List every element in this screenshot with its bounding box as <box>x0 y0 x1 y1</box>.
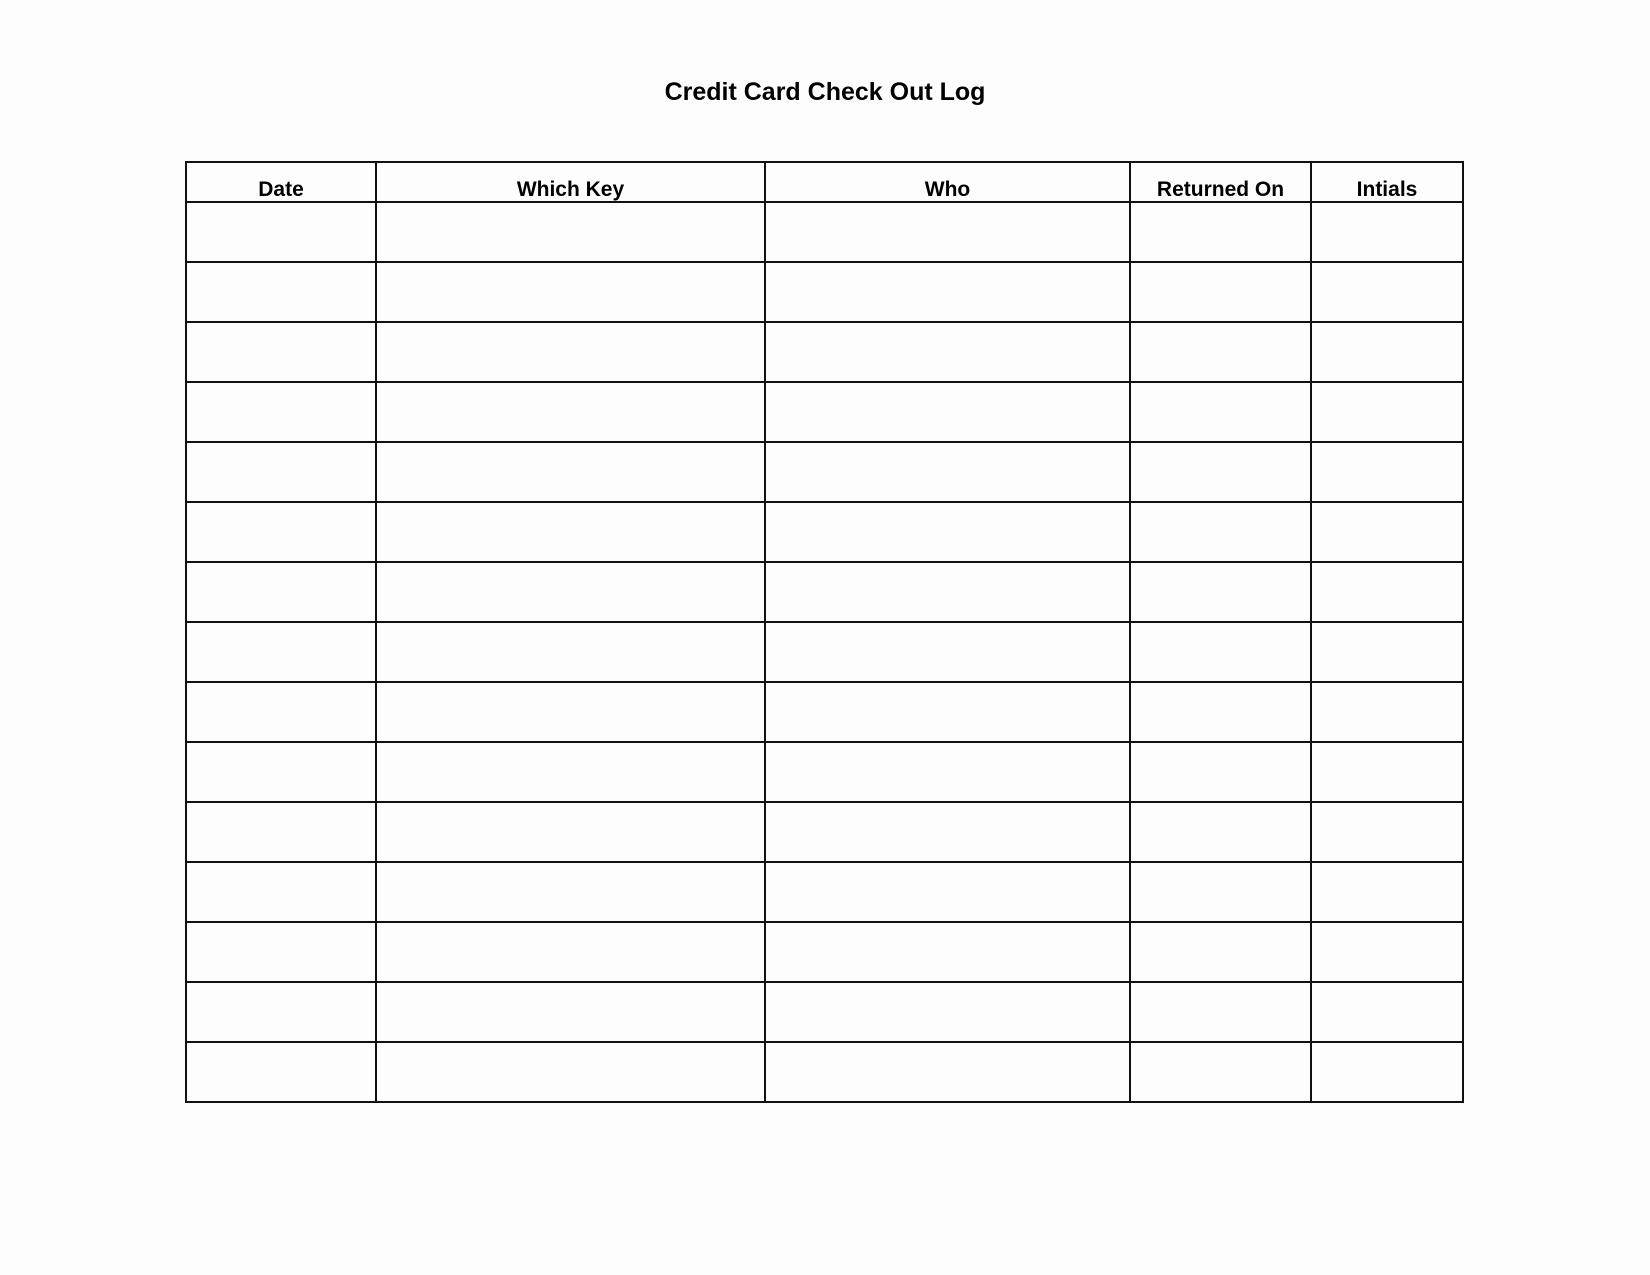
initials-cell <box>1311 202 1463 262</box>
returned-on-cell <box>1130 262 1311 322</box>
column-header-who: Who <box>765 162 1130 202</box>
checkout-log-table <box>185 161 1464 1103</box>
returned-on-cell <box>1130 382 1311 442</box>
initials-cell <box>1311 502 1463 562</box>
who-cell <box>765 262 1130 322</box>
column-header-date: Date <box>186 162 376 202</box>
initials-cell <box>1311 682 1463 742</box>
date-cell <box>186 262 376 322</box>
table-row <box>186 802 1463 862</box>
who-cell <box>765 862 1130 922</box>
date-cell <box>186 922 376 982</box>
who-cell <box>765 502 1130 562</box>
date-cell <box>186 322 376 382</box>
initials-cell <box>1311 982 1463 1042</box>
returned-on-cell <box>1130 862 1311 922</box>
date-cell <box>186 682 376 742</box>
returned-on-cell <box>1130 982 1311 1042</box>
date-cell <box>186 562 376 622</box>
which-key-cell <box>376 682 765 742</box>
which-key-cell <box>376 562 765 622</box>
initials-cell <box>1311 562 1463 622</box>
returned-on-cell <box>1130 442 1311 502</box>
table-row <box>186 682 1463 742</box>
table-row <box>186 1042 1463 1102</box>
who-cell <box>765 622 1130 682</box>
which-key-cell <box>376 382 765 442</box>
initials-cell <box>1311 622 1463 682</box>
initials-cell <box>1311 382 1463 442</box>
page-title <box>0 74 1650 110</box>
which-key-cell <box>376 262 765 322</box>
initials-cell <box>1311 1042 1463 1102</box>
which-key-cell <box>376 982 765 1042</box>
date-cell <box>186 622 376 682</box>
returned-on-cell <box>1130 562 1311 622</box>
table-row <box>186 322 1463 382</box>
table-row <box>186 382 1463 442</box>
initials-cell <box>1311 862 1463 922</box>
table-header-row <box>186 162 1463 202</box>
who-cell <box>765 742 1130 802</box>
returned-on-cell <box>1130 502 1311 562</box>
which-key-cell <box>376 1042 765 1102</box>
who-cell <box>765 202 1130 262</box>
table-row <box>186 622 1463 682</box>
returned-on-cell <box>1130 622 1311 682</box>
date-cell <box>186 742 376 802</box>
table-row <box>186 742 1463 802</box>
column-header-returned-on: Returned On <box>1130 162 1311 202</box>
date-cell <box>186 982 376 1042</box>
who-cell <box>765 682 1130 742</box>
initials-cell <box>1311 262 1463 322</box>
date-cell <box>186 802 376 862</box>
who-cell <box>765 922 1130 982</box>
which-key-cell <box>376 442 765 502</box>
date-cell <box>186 862 376 922</box>
page-title-text: Credit Card Check Out Log <box>664 78 986 106</box>
table-row <box>186 862 1463 922</box>
who-cell <box>765 1042 1130 1102</box>
table-row <box>186 262 1463 322</box>
date-cell <box>186 502 376 562</box>
table-row <box>186 982 1463 1042</box>
which-key-cell <box>376 862 765 922</box>
column-header-initials: Intials <box>1311 162 1463 202</box>
who-cell <box>765 982 1130 1042</box>
who-cell <box>765 802 1130 862</box>
initials-cell <box>1311 322 1463 382</box>
returned-on-cell <box>1130 1042 1311 1102</box>
who-cell <box>765 322 1130 382</box>
initials-cell <box>1311 922 1463 982</box>
date-cell <box>186 382 376 442</box>
who-cell <box>765 442 1130 502</box>
initials-cell <box>1311 742 1463 802</box>
who-cell <box>765 562 1130 622</box>
table-row <box>186 922 1463 982</box>
table-row <box>186 202 1463 262</box>
date-cell <box>186 1042 376 1102</box>
which-key-cell <box>376 502 765 562</box>
table-body <box>186 202 1463 1102</box>
who-cell <box>765 382 1130 442</box>
returned-on-cell <box>1130 202 1311 262</box>
returned-on-cell <box>1130 922 1311 982</box>
date-cell <box>186 442 376 502</box>
returned-on-cell <box>1130 742 1311 802</box>
initials-cell <box>1311 802 1463 862</box>
initials-cell <box>1311 442 1463 502</box>
table-row <box>186 502 1463 562</box>
returned-on-cell <box>1130 802 1311 862</box>
table-row <box>186 562 1463 622</box>
returned-on-cell <box>1130 322 1311 382</box>
date-cell <box>186 202 376 262</box>
which-key-cell <box>376 322 765 382</box>
column-header-which-key: Which Key <box>376 162 765 202</box>
which-key-cell <box>376 922 765 982</box>
returned-on-cell <box>1130 682 1311 742</box>
which-key-cell <box>376 202 765 262</box>
table-row <box>186 442 1463 502</box>
which-key-cell <box>376 622 765 682</box>
which-key-cell <box>376 742 765 802</box>
which-key-cell <box>376 802 765 862</box>
